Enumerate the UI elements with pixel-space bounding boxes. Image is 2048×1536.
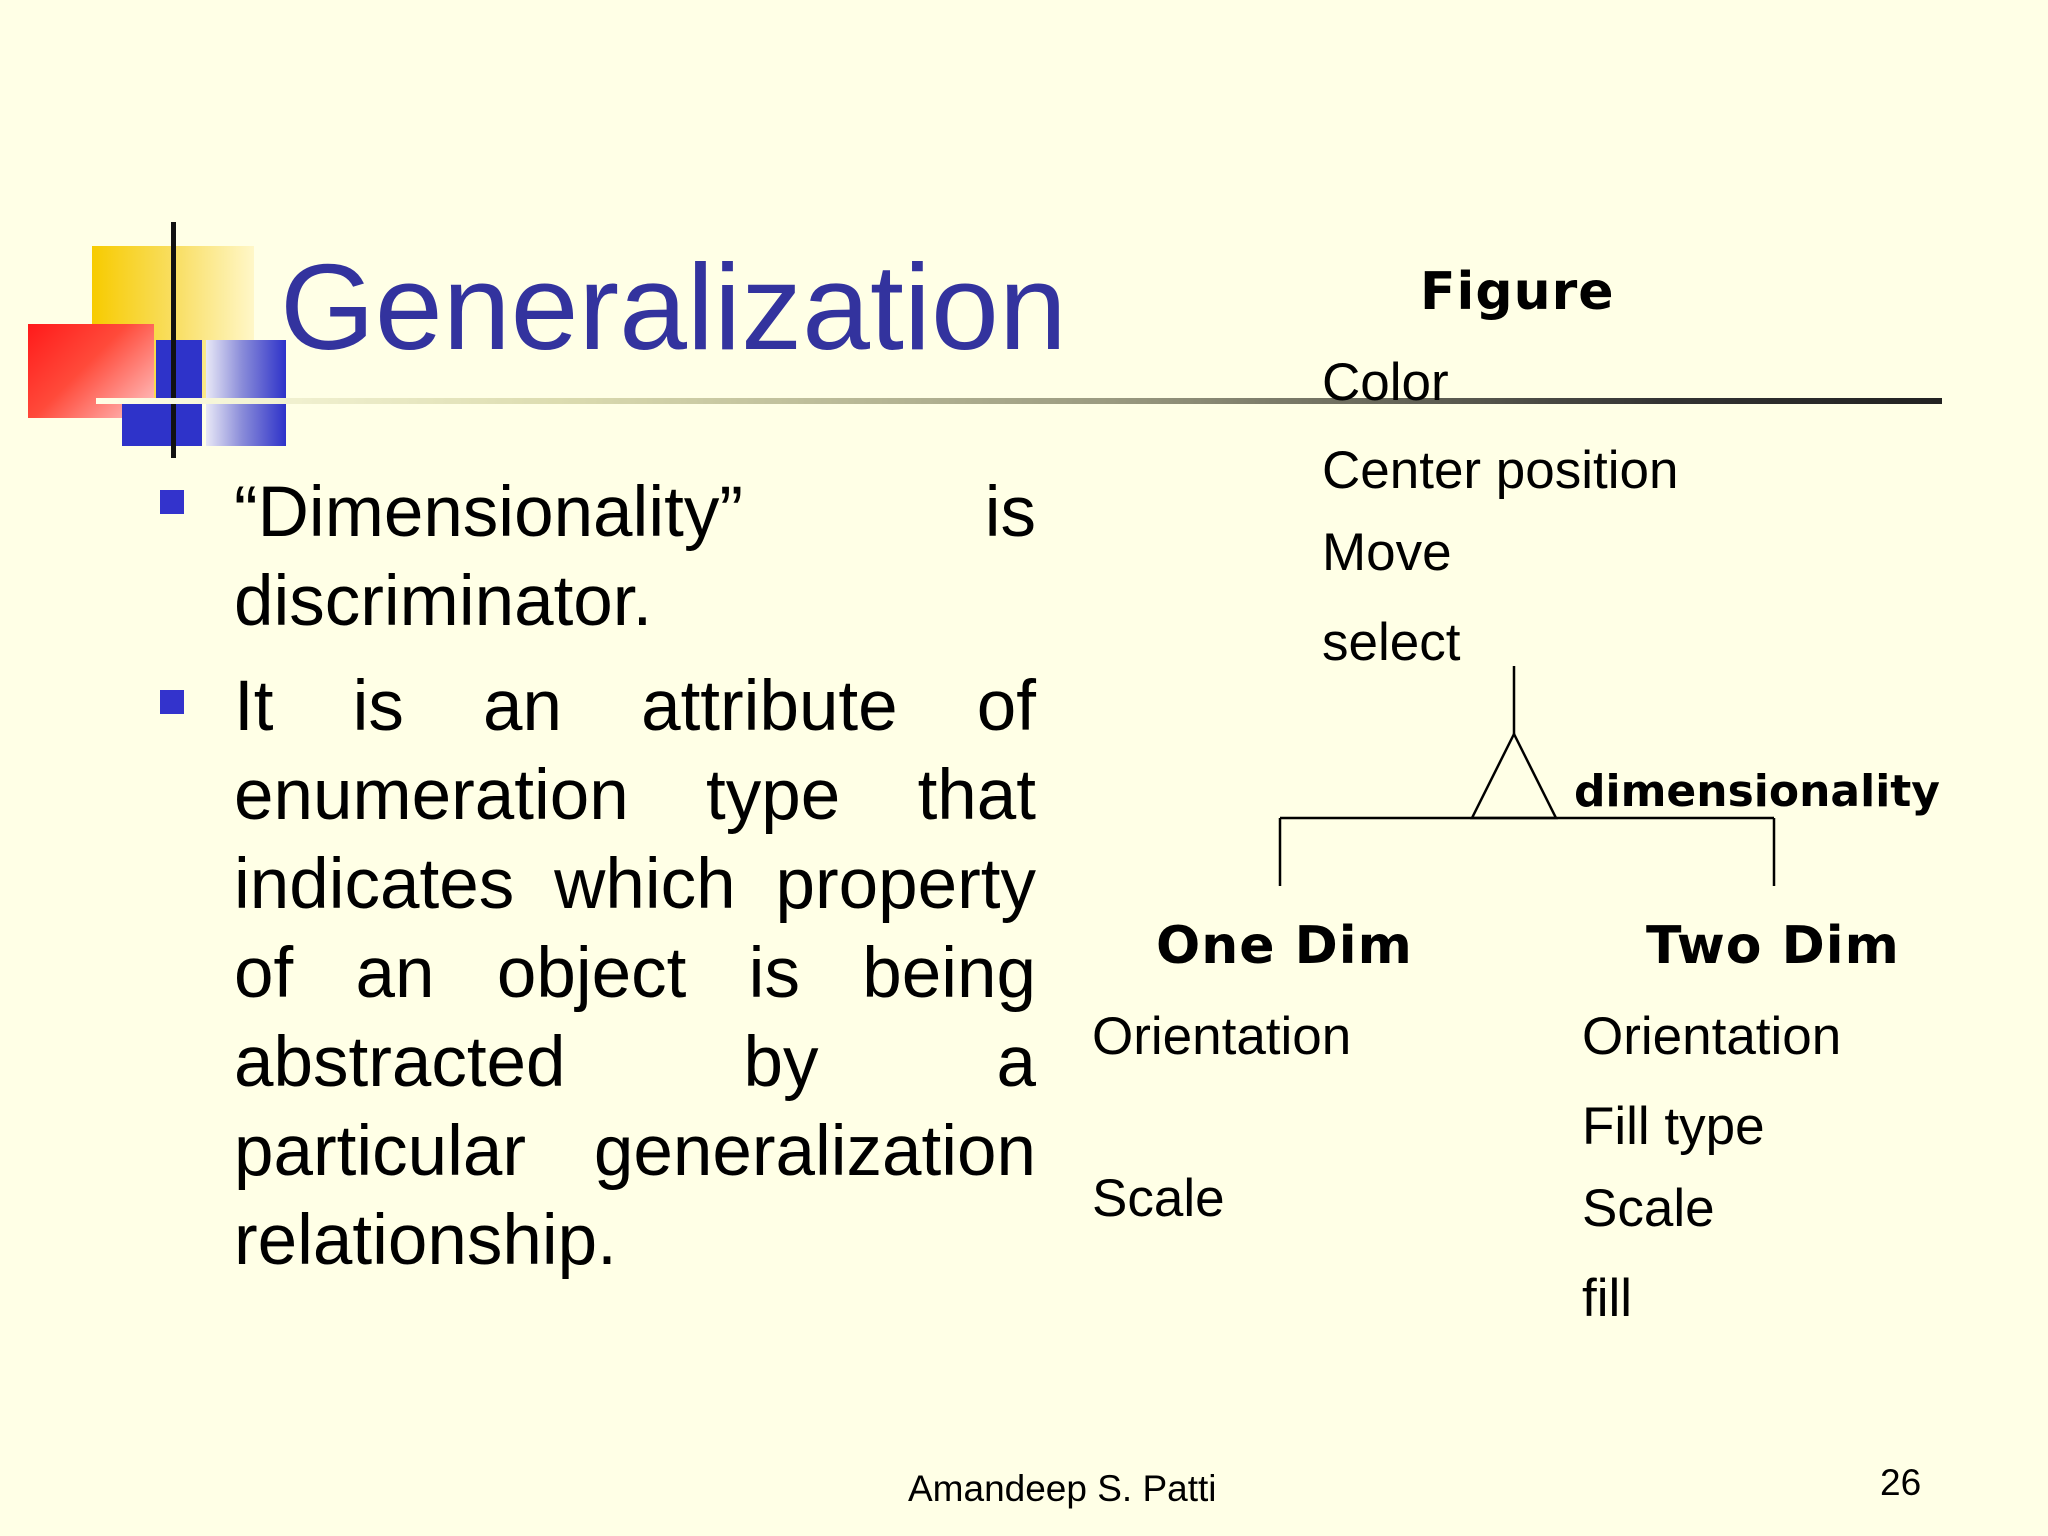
- bullet-line: It is an attribute of: [234, 667, 1036, 746]
- class-name-one-dim: One Dim: [1156, 916, 1413, 976]
- bullet-line: discriminator.: [234, 562, 653, 641]
- slide-title: Generalization: [280, 239, 1067, 375]
- bullet-line: “Dimensionality” is: [234, 473, 1036, 552]
- attribute-label: Fill type: [1582, 1097, 1765, 1156]
- operation-label: Scale: [1092, 1169, 1225, 1228]
- attribute-label: Orientation: [1582, 1007, 1842, 1066]
- attribute-label: Orientation: [1092, 1007, 1352, 1066]
- discriminator-label: dimensionality: [1574, 766, 1940, 817]
- slide-page-number: 26: [1880, 1462, 1922, 1503]
- bullet-line: indicates which property: [234, 845, 1036, 924]
- attribute-label: Color: [1322, 353, 1449, 412]
- bullet-line: particular generalization: [234, 1112, 1036, 1191]
- bullet-line: of an object is being: [234, 934, 1036, 1013]
- class-name-figure: Figure: [1420, 262, 1615, 322]
- bullet-line: enumeration type that: [234, 756, 1036, 835]
- class-name-two-dim: Two Dim: [1646, 916, 1900, 976]
- operation-label: select: [1322, 613, 1461, 672]
- bullet-line: abstracted by a: [234, 1023, 1036, 1102]
- bullet-line: relationship.: [234, 1201, 617, 1280]
- operation-label: Scale: [1582, 1179, 1715, 1238]
- generalization-triangle: [1472, 734, 1556, 818]
- slide-footer-author: Amandeep S. Patti: [908, 1468, 1217, 1509]
- operation-label: Move: [1322, 523, 1452, 582]
- operation-label: fill: [1582, 1269, 1633, 1328]
- attribute-label: Center position: [1322, 441, 1679, 500]
